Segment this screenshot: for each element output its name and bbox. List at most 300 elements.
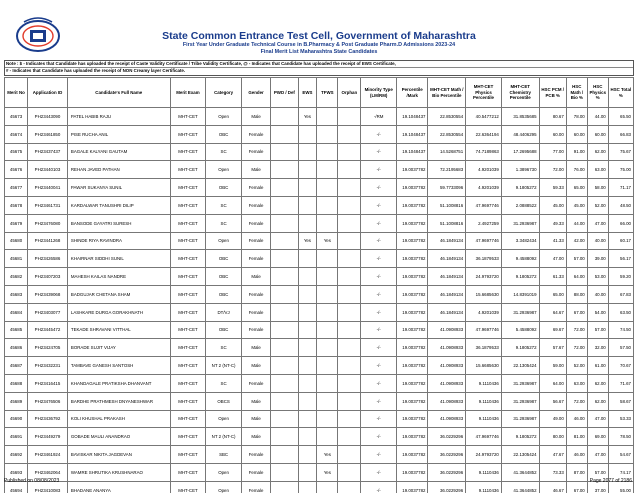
published-date: Published on 08/08/2023 xyxy=(4,478,60,484)
table-cell: 60.17 xyxy=(608,232,633,250)
column-header: TFWS xyxy=(317,78,338,108)
table-cell: 19.0037782 xyxy=(397,446,428,464)
table-cell: -/- xyxy=(361,161,397,179)
table-cell: MHT-CET xyxy=(170,196,206,214)
table-cell: 67.00 xyxy=(566,481,587,493)
table-cell: 19.1048437 xyxy=(397,143,428,161)
table-cell: WAMRE SHRUTIKA KRUSHNARAO xyxy=(67,463,170,481)
table-cell xyxy=(317,161,338,179)
table-cell: MHT-CET xyxy=(170,339,206,357)
table-cell: 59.00 xyxy=(539,357,566,375)
table-cell: 45679 xyxy=(5,214,28,232)
table-cell: 9.1805272 xyxy=(501,428,539,446)
table-cell xyxy=(338,214,361,232)
column-header: MHT-CET Chemistry Percentile xyxy=(501,78,539,108)
table-cell xyxy=(298,125,317,143)
table-cell: Open xyxy=(206,410,242,428)
table-cell xyxy=(271,143,298,161)
table-cell: MHT-CET xyxy=(170,268,206,286)
table-cell: 61.33 xyxy=(539,268,566,286)
table-cell: 80.00 xyxy=(539,428,566,446)
table-cell xyxy=(271,285,298,303)
table-cell xyxy=(271,232,298,250)
table-cell: 39.00 xyxy=(587,250,608,268)
table-cell: PH23461850 xyxy=(28,125,68,143)
table-cell: 9.1805272 xyxy=(501,268,539,286)
table-cell: KHAIRNAR SIDDHI SUNIL xyxy=(67,250,170,268)
table-cell: 64.00 xyxy=(539,374,566,392)
table-cell xyxy=(317,268,338,286)
table-cell: 58.00 xyxy=(587,179,608,197)
table-cell: -/- xyxy=(361,196,397,214)
table-cell: MHT-CET xyxy=(170,374,206,392)
table-cell: Female xyxy=(241,196,270,214)
table-cell: 70.67 xyxy=(608,357,633,375)
table-cell: PH23426586 xyxy=(28,250,68,268)
table-cell: 67.83 xyxy=(608,285,633,303)
table-cell: PAWAR SUKANYA SUNIL xyxy=(67,179,170,197)
table-cell: TAMBAVE GANESH SANTOSH xyxy=(67,357,170,375)
table-cell: 46.1849134 xyxy=(428,250,466,268)
table-cell: SHINDE RIYA RAVINDRA xyxy=(67,232,170,250)
table-cell: Yes xyxy=(298,108,317,126)
table-cell: GOBADE MAULI ANANDRAO xyxy=(67,428,170,446)
table-cell: 9.1110436 xyxy=(466,481,502,493)
table-cell: MHT-CET xyxy=(170,463,206,481)
table-cell: 4.9201039 xyxy=(466,179,502,197)
table-cell: Male xyxy=(241,357,270,375)
table-cell: 63.00 xyxy=(587,161,608,179)
table-cell: 45693 xyxy=(5,463,28,481)
table-cell xyxy=(338,428,361,446)
table-cell: 37.00 xyxy=(587,481,608,493)
table-row xyxy=(5,161,634,179)
table-cell: KHANDAGALE PRATIKSHA DHANVANT xyxy=(67,374,170,392)
table-cell: SC xyxy=(206,214,242,232)
table-cell: 80.67 xyxy=(539,108,566,126)
table-row xyxy=(5,410,634,428)
table-cell: SC xyxy=(206,143,242,161)
table-cell xyxy=(271,446,298,464)
table-cell: PH23440103 xyxy=(28,161,68,179)
table-cell: 54.00 xyxy=(587,303,608,321)
page-title: State Common Entrance Test Cell, Government of Maharashtra xyxy=(162,30,476,42)
table-cell xyxy=(338,446,361,464)
table-cell: 36.1879533 xyxy=(466,250,502,268)
table-cell: PH23432231 xyxy=(28,357,68,375)
table-cell: 45684 xyxy=(5,303,28,321)
table-cell: 19.0037782 xyxy=(397,321,428,339)
table-cell: 19.1048437 xyxy=(397,108,428,126)
table-cell: Yes xyxy=(317,463,338,481)
table-body xyxy=(5,108,634,493)
table-cell: 47.67 xyxy=(539,446,566,464)
table-cell: 45688 xyxy=(5,374,28,392)
table-cell xyxy=(271,250,298,268)
table-cell: Male xyxy=(241,108,270,126)
table-cell xyxy=(338,303,361,321)
table-cell: 66.00 xyxy=(608,214,633,232)
table-cell: PH23443090 xyxy=(28,108,68,126)
table-cell xyxy=(271,392,298,410)
list-title: Final Merit List Maharashtra State Candidates xyxy=(260,49,378,55)
table-cell: Male xyxy=(241,339,270,357)
table-cell xyxy=(317,392,338,410)
table-cell: 9.1805272 xyxy=(501,339,539,357)
table-cell xyxy=(338,232,361,250)
table-cell xyxy=(317,250,338,268)
table-cell: -/- xyxy=(361,285,397,303)
table-cell xyxy=(317,108,338,126)
table-cell: PH23407203 xyxy=(28,268,68,286)
table-cell: Open xyxy=(206,108,242,126)
table-cell: 61.00 xyxy=(587,357,608,375)
table-row xyxy=(5,125,634,143)
table-cell: 44.00 xyxy=(566,214,587,232)
table-cell xyxy=(298,179,317,197)
merit-list-table xyxy=(4,77,634,493)
table-cell: 45678 xyxy=(5,196,28,214)
table-cell: Female xyxy=(241,303,270,321)
table-cell: PH23440041 xyxy=(28,179,68,197)
table-cell: Female xyxy=(241,232,270,250)
table-cell xyxy=(271,463,298,481)
table-cell: SC xyxy=(206,374,242,392)
table-cell xyxy=(298,214,317,232)
table-cell: 40.00 xyxy=(587,232,608,250)
table-cell xyxy=(298,250,317,268)
table-cell: OBC xyxy=(206,321,242,339)
table-cell: MHT-CET xyxy=(170,179,206,197)
table-cell: 22.8530554 xyxy=(428,108,466,126)
table-cell: 57.50 xyxy=(608,339,633,357)
table-cell: NT 2 (NT-C) xyxy=(206,357,242,375)
table-cell: -/- xyxy=(361,232,397,250)
table-cell: -/- xyxy=(361,321,397,339)
table-row xyxy=(5,339,634,357)
table-cell: 72.00 xyxy=(566,392,587,410)
table-cell: 62.00 xyxy=(587,143,608,161)
table-cell: MHT-CET xyxy=(170,250,206,268)
table-cell: 60.00 xyxy=(587,125,608,143)
table-cell: Female xyxy=(241,463,270,481)
table-cell: 59.7733096 xyxy=(428,179,466,197)
table-cell: Open xyxy=(206,232,242,250)
table-cell: Yes xyxy=(317,446,338,464)
table-cell: SC xyxy=(206,339,242,357)
table-cell: 47.9697746 xyxy=(466,428,502,446)
table-row xyxy=(5,446,634,464)
table-cell: 64.00 xyxy=(566,268,587,286)
table-cell xyxy=(317,321,338,339)
table-cell: 63.00 xyxy=(566,374,587,392)
table-cell: PH23416415 xyxy=(28,374,68,392)
table-cell: NT 2 (NT-C) xyxy=(206,428,242,446)
table-cell: PH23424705 xyxy=(28,339,68,357)
table-cell: PH23403077 xyxy=(28,303,68,321)
table-cell: -/- xyxy=(361,357,397,375)
table-cell: 75.00 xyxy=(608,161,633,179)
table-cell: 45673 xyxy=(5,108,28,126)
table-cell: PH23461924 xyxy=(28,446,68,464)
table-cell: OBC xyxy=(206,285,242,303)
table-cell xyxy=(317,303,338,321)
table-cell: 65.00 xyxy=(566,179,587,197)
table-cell: Male xyxy=(241,392,270,410)
table-cell: 9.4588092 xyxy=(501,250,539,268)
table-cell: Female xyxy=(241,125,270,143)
table-row xyxy=(5,143,634,161)
table-cell xyxy=(298,196,317,214)
table-cell xyxy=(298,303,317,321)
table-cell: 1.3896730 xyxy=(501,161,539,179)
table-row xyxy=(5,250,634,268)
table-cell xyxy=(338,161,361,179)
table-cell: 19.0037782 xyxy=(397,392,428,410)
table-cell: 15.6685630 xyxy=(466,357,502,375)
table-cell: 45677 xyxy=(5,179,28,197)
table-cell: 45676 xyxy=(5,161,28,179)
column-header: HSC Total % xyxy=(608,78,633,108)
table-cell: 41.0908933 xyxy=(428,339,466,357)
table-cell: 36.0229296 xyxy=(428,428,466,446)
table-cell: PH23439068 xyxy=(28,285,68,303)
table-cell: MHT-CET xyxy=(170,285,206,303)
page-header xyxy=(0,6,638,58)
table-cell xyxy=(338,357,361,375)
table-cell: 19.0037782 xyxy=(397,357,428,375)
table-cell: BAVISKAR NIKITA JAGDEVAN xyxy=(67,446,170,464)
table-cell: 19.0037782 xyxy=(397,463,428,481)
table-cell: 45692 xyxy=(5,446,28,464)
table-cell: 19.0037782 xyxy=(397,339,428,357)
table-cell: 53.33 xyxy=(608,410,633,428)
table-cell: PH23437437 xyxy=(28,143,68,161)
table-cell: 49.00 xyxy=(539,410,566,428)
table-cell xyxy=(338,179,361,197)
table-cell xyxy=(338,250,361,268)
table-cell: -/- xyxy=(361,214,397,232)
table-cell: MHT-CET xyxy=(170,321,206,339)
table-cell: 9.1110436 xyxy=(466,374,502,392)
table-row xyxy=(5,232,634,250)
table-cell: 9.1110436 xyxy=(466,463,502,481)
table-cell: 47.9697746 xyxy=(466,321,502,339)
table-cell xyxy=(271,410,298,428)
table-cell: 58.67 xyxy=(608,392,633,410)
table-cell xyxy=(298,357,317,375)
table-cell: 87.00 xyxy=(566,463,587,481)
table-cell: 19.1048437 xyxy=(397,125,428,143)
table-cell: PISE RUCHA ANIL xyxy=(67,125,170,143)
table-cell: 77.00 xyxy=(539,143,566,161)
table-cell xyxy=(338,285,361,303)
table-cell: 19.0037782 xyxy=(397,481,428,493)
table-cell: 45680 xyxy=(5,232,28,250)
table-cell: 65.00 xyxy=(539,285,566,303)
table-cell: 31.8535685 xyxy=(501,108,539,126)
table-cell: 49.33 xyxy=(539,214,566,232)
table-cell xyxy=(298,410,317,428)
table-cell: PH23476506 xyxy=(28,392,68,410)
table-cell: MHT-CET xyxy=(170,232,206,250)
table-cell: DT/VJ xyxy=(206,303,242,321)
table-row xyxy=(5,463,634,481)
table-cell: 52.00 xyxy=(566,357,587,375)
table-cell: 31.2936987 xyxy=(501,214,539,232)
table-cell xyxy=(338,143,361,161)
table-cell: 72.00 xyxy=(566,321,587,339)
table-cell xyxy=(298,285,317,303)
table-cell: 31.2936987 xyxy=(501,392,539,410)
table-cell: 24.9793720 xyxy=(466,268,502,286)
table-cell xyxy=(317,143,338,161)
table-cell xyxy=(298,446,317,464)
table-cell: 22.6364194 xyxy=(466,125,502,143)
table-cell: 46.1849134 xyxy=(428,268,466,286)
table-cell: 59.20 xyxy=(608,268,633,286)
table-cell: OBC xyxy=(206,268,242,286)
table-cell: OBC xyxy=(206,125,242,143)
column-header: Merit Exam xyxy=(170,78,206,108)
table-cell: Female xyxy=(241,374,270,392)
table-cell: MHT-CET xyxy=(170,410,206,428)
table-cell: PATEL HABIB RAJU xyxy=(67,108,170,126)
table-row xyxy=(5,179,634,197)
table-cell: PH23449279 xyxy=(28,428,68,446)
table-cell: 59.33 xyxy=(539,179,566,197)
table-cell: 72.2195683 xyxy=(428,161,466,179)
table-cell: MHT-CET xyxy=(170,125,206,143)
table-cell: 19.0037782 xyxy=(397,232,428,250)
table-cell: MHT-CET xyxy=(170,357,206,375)
table-cell: 19.0037782 xyxy=(397,161,428,179)
table-cell: 47.00 xyxy=(539,250,566,268)
table-cell: 47.00 xyxy=(587,214,608,232)
table-cell: MHT-CET xyxy=(170,143,206,161)
table-cell xyxy=(338,374,361,392)
table-cell: 45675 xyxy=(5,143,28,161)
table-cell: -/- xyxy=(361,392,397,410)
table-cell xyxy=(317,410,338,428)
table-cell: 47.00 xyxy=(587,446,608,464)
table-cell: 45691 xyxy=(5,428,28,446)
table-cell: 73.33 xyxy=(539,463,566,481)
table-cell: Female xyxy=(241,446,270,464)
table-cell xyxy=(271,321,298,339)
table-cell: 45683 xyxy=(5,285,28,303)
table-cell: -/- xyxy=(361,303,397,321)
table-cell: -/- xyxy=(361,410,397,428)
table-cell: -/- xyxy=(361,374,397,392)
table-cell: 40.00 xyxy=(587,285,608,303)
table-cell: -/- xyxy=(361,125,397,143)
table-cell: 9.1805272 xyxy=(501,179,539,197)
table-cell: 4.9201039 xyxy=(466,161,502,179)
table-cell: PH23461731 xyxy=(28,196,68,214)
table-cell: 4.9201039 xyxy=(466,303,502,321)
table-cell: -/- xyxy=(361,268,397,286)
table-cell: MHT-CET xyxy=(170,428,206,446)
table-cell: 36.1879533 xyxy=(466,339,502,357)
table-cell: 57.00 xyxy=(587,321,608,339)
table-cell: 45694 xyxy=(5,481,28,493)
column-header: HSC Math / Bio % xyxy=(566,78,587,108)
table-cell xyxy=(338,268,361,286)
table-cell: 32.00 xyxy=(587,339,608,357)
table-cell: Female xyxy=(241,179,270,197)
table-header-row xyxy=(5,78,634,108)
table-cell: -/- xyxy=(361,463,397,481)
table-cell: BADGUJAR CHETANA SHAM xyxy=(67,285,170,303)
table-cell: MHT-CET xyxy=(170,446,206,464)
table-cell: 5.4588092 xyxy=(501,321,539,339)
table-cell: 45690 xyxy=(5,410,28,428)
table-cell xyxy=(298,481,317,493)
table-cell: Female xyxy=(241,143,270,161)
table-cell: Open xyxy=(206,161,242,179)
table-cell: REHAN JAVED PATHAN xyxy=(67,161,170,179)
table-cell: LASHKARE DURGA GORAKHNATH xyxy=(67,303,170,321)
table-cell: OBCS xyxy=(206,392,242,410)
table-row xyxy=(5,108,634,126)
table-cell: 51.1008816 xyxy=(428,214,466,232)
table-cell: 41.3644852 xyxy=(501,463,539,481)
table-cell: 3.3482434 xyxy=(501,232,539,250)
table-cell: 41.3644852 xyxy=(501,481,539,493)
table-cell: 19.0037782 xyxy=(397,214,428,232)
table-row xyxy=(5,196,634,214)
table-cell xyxy=(271,481,298,493)
table-cell: 41.0908933 xyxy=(428,321,466,339)
table-cell: 40.5477212 xyxy=(466,108,502,126)
table-cell: Female xyxy=(241,321,270,339)
table-cell: PH23476080 xyxy=(28,214,68,232)
table-cell: Yes xyxy=(317,232,338,250)
notes-box xyxy=(4,60,634,76)
table-cell: 45674 xyxy=(5,125,28,143)
table-cell: Female xyxy=(241,285,270,303)
table-cell xyxy=(338,463,361,481)
column-header: MHT-CET Physics Percentile xyxy=(466,78,502,108)
table-cell xyxy=(317,285,338,303)
table-cell xyxy=(317,357,338,375)
table-cell: 41.33 xyxy=(539,232,566,250)
table-cell xyxy=(338,481,361,493)
table-cell: 52.00 xyxy=(587,196,608,214)
table-cell: 19.0037782 xyxy=(397,268,428,286)
table-cell: 19.0037782 xyxy=(397,303,428,321)
column-header: Application ID xyxy=(28,78,68,108)
column-header: Orphan xyxy=(338,78,361,108)
table-cell: 45685 xyxy=(5,321,28,339)
table-cell xyxy=(317,481,338,493)
table-row xyxy=(5,428,634,446)
table-row xyxy=(5,392,634,410)
table-cell: SBC xyxy=(206,446,242,464)
table-cell xyxy=(298,374,317,392)
table-cell xyxy=(317,214,338,232)
table-cell: -/- xyxy=(361,339,397,357)
table-row xyxy=(5,357,634,375)
table-cell: 91.00 xyxy=(566,143,587,161)
table-row xyxy=(5,303,634,321)
table-cell: 78.00 xyxy=(566,108,587,126)
table-cell xyxy=(338,339,361,357)
table-cell: MHT-CET xyxy=(170,392,206,410)
table-cell: 41.0908933 xyxy=(428,392,466,410)
table-cell: MHT-CET xyxy=(170,108,206,126)
